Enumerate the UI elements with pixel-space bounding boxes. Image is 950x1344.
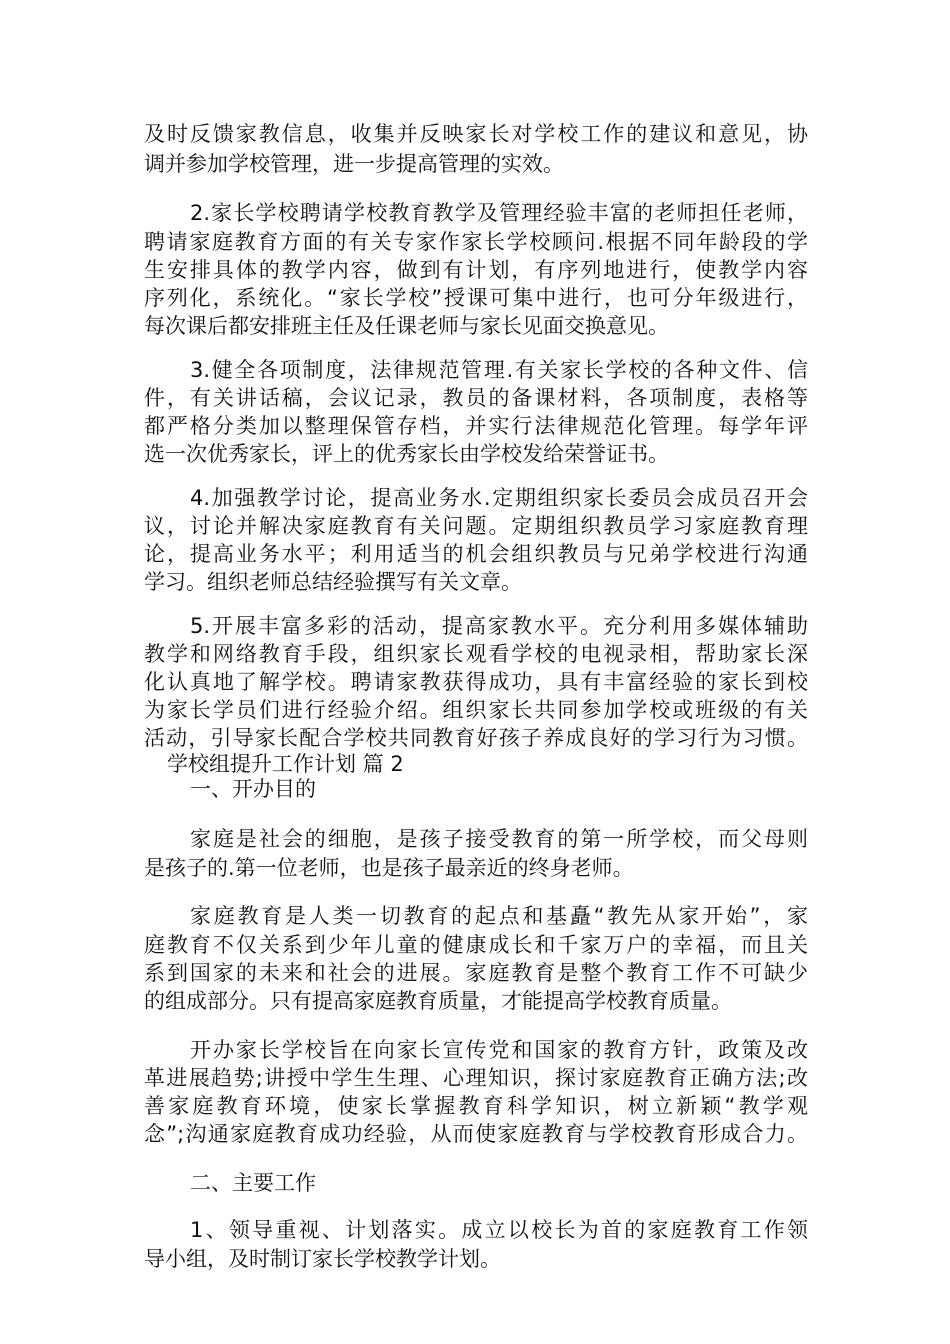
section-heading: 二、主要工作 bbox=[190, 1171, 316, 1195]
text-line: 件，有关讲话稿，会议记录，教员的备课材料，各项制度，表格等 bbox=[144, 386, 808, 410]
text-line: 是孩子的.第一位老师，也是孩子最亲近的终身老师。 bbox=[144, 856, 634, 880]
text-line: 序列化，系统化。“家长学校”授课可集中进行，也可分年级进行， bbox=[144, 286, 808, 310]
text-line: 念”;沟通家庭教育成功经验，从而使家庭教育与学校教育形成合力。 bbox=[144, 1122, 808, 1146]
paragraph-first-line: 2.家长学校聘请学校教育教学及管理经验丰富的老师担任老师， bbox=[190, 201, 808, 225]
paragraph-first-line: 4.加强教学讨论，提高业务水.定期组织家长委员会成员召开会 bbox=[190, 486, 808, 510]
text-line: 议，讨论并解决家庭教育有关问题。定期组织教员学习家庭教育理 bbox=[144, 514, 808, 538]
text-line: 生安排具体的教学内容，做到有计划，有序列地进行，使教学内容 bbox=[144, 258, 808, 282]
text-line: 导小组，及时制订家长学校教学计划。 bbox=[144, 1247, 501, 1271]
text-line: 每次课后都安排班主任及任课老师与家长见面交换意见。 bbox=[144, 314, 669, 338]
text-line: 为家长学员们进行经验介绍。组织家长共同参加学校或班级的有关 bbox=[144, 698, 808, 722]
text-line: 教学和网络教育手段，组织家长观看学校的电视录相，帮助家长深 bbox=[144, 642, 808, 666]
paragraph-first-line: 5.开展丰富多彩的活动，提高家教水平。充分利用多媒体辅助 bbox=[190, 614, 808, 638]
paragraph-first-line: 开办家长学校旨在向家长宣传党和国家的教育方针，政策及改 bbox=[190, 1038, 808, 1062]
paragraph-first-line: 家庭教育是人类一切教育的起点和基矗“教先从家开始”，家 bbox=[190, 904, 808, 928]
text-line: 善家庭教育环境，使家长掌握教育科学知识，树立新颖“教学观 bbox=[144, 1094, 808, 1118]
text-line: 及时反馈家教信息，收集并反映家长对学校工作的建议和意见，协 bbox=[144, 122, 808, 146]
section-heading: 一、开办目的 bbox=[190, 777, 316, 801]
text-line: 调并参加学校管理，进一步提高管理的实效。 bbox=[144, 152, 564, 176]
text-line: 论，提高业务水平；利用适当的机会组织教员与兄弟学校进行沟通 bbox=[144, 542, 808, 566]
text-line: 学习。组织老师总结经验撰写有关文章。 bbox=[144, 570, 522, 594]
text-line: 庭教育不仅关系到少年儿童的健康成长和千家万户的幸福，而且关 bbox=[144, 933, 808, 957]
paragraph-first-line: 家庭是社会的细胞，是孩子接受教育的第一所学校，而父母则 bbox=[190, 827, 808, 851]
paragraph-first-line: 3.健全各项制度，法律规范管理.有关家长学校的各种文件、信 bbox=[190, 358, 808, 382]
section-title: 学校组提升工作计划 篇 2 bbox=[167, 752, 404, 776]
text-line: 的组成部分。只有提高家庭教育质量，才能提高学校教育质量。 bbox=[144, 989, 732, 1013]
text-line: 化认真地了解学校。聘请家教获得成功，具有丰富经验的家长到校 bbox=[144, 670, 808, 694]
text-line: 革进展趋势;讲授中学生生理、心理知识，探讨家庭教育正确方法;改 bbox=[144, 1066, 808, 1090]
text-line: 系到国家的未来和社会的进展。家庭教育是整个教育工作不可缺少 bbox=[144, 961, 808, 985]
text-line: 活动，引导家长配合学校共同教育好孩子养成良好的学习行为习惯。 bbox=[144, 726, 808, 750]
paragraph-first-line: 1、领导重视、计划落实。成立以校长为首的家庭教育工作领 bbox=[190, 1218, 808, 1242]
text-line: 聘请家庭教育方面的有关专家作家长学校顾问.根据不同年龄段的学 bbox=[144, 230, 808, 254]
text-line: 选一次优秀家长，评上的优秀家长由学校发给荣誉证书。 bbox=[144, 442, 669, 466]
text-line: 都严格分类加以整理保管存档，并实行法律规范化管理。每学年评 bbox=[144, 414, 808, 438]
